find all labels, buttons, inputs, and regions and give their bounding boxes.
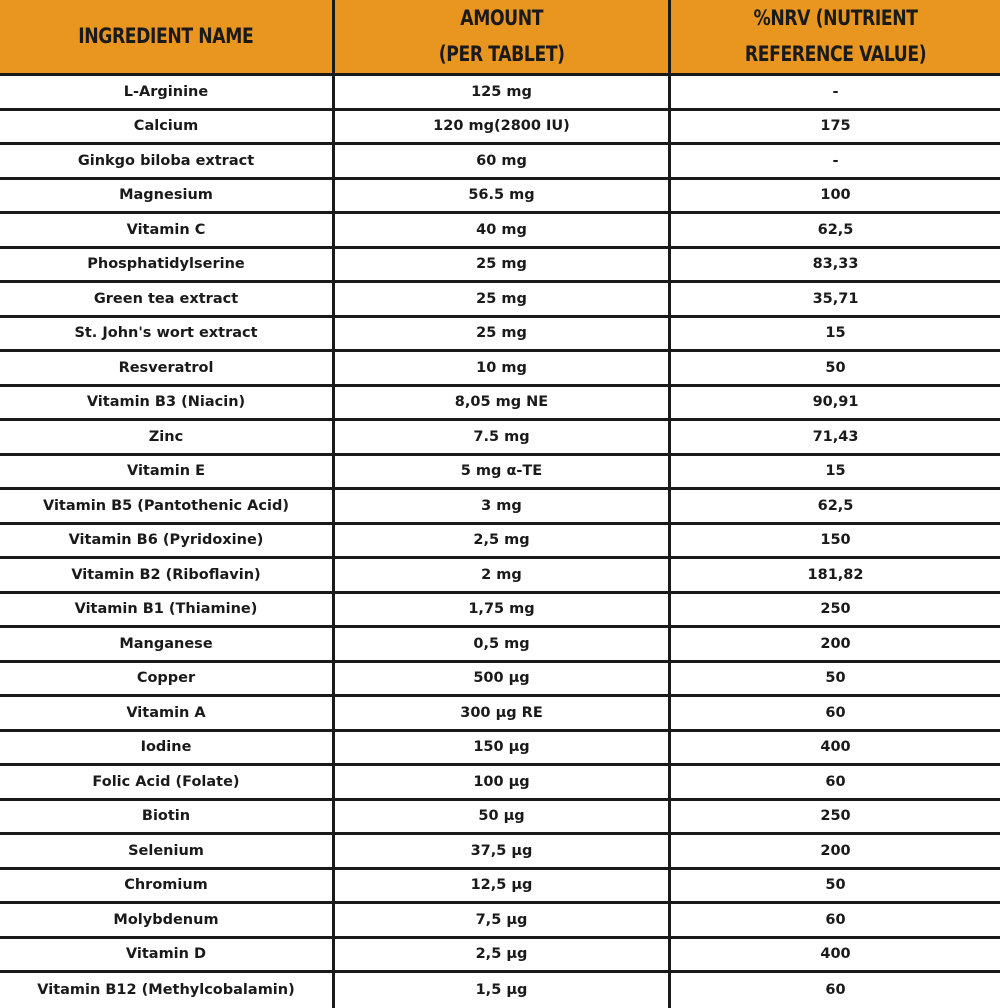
nrv-cell: 175	[820, 118, 851, 135]
nrv-cell: 400	[820, 946, 851, 963]
ingredient-name-cell: Ginkgo biloba extract	[0, 145, 335, 177]
header-ingredient-name: INGREDIENT NAME	[78, 23, 254, 48]
amount-cell: 7,5 µg	[335, 904, 671, 936]
amount-cell: 10 mg	[335, 352, 671, 384]
nrv-cell: 50	[825, 877, 846, 894]
amount-cell: 8,05 mg NE	[335, 387, 671, 419]
header-cell-nrv	[671, 0, 1000, 73]
amount-cell: 2 mg	[335, 559, 671, 591]
ingredient-name-cell: Vitamin B5 (Pantothenic Acid)	[0, 490, 335, 522]
ingredient-name-cell: Manganese	[0, 628, 335, 660]
table-row	[0, 318, 1000, 353]
ingredient-name-cell: Folic Acid (Folate)	[0, 766, 335, 798]
ingredient-name-cell: Copper	[0, 663, 335, 695]
table-row	[0, 732, 1000, 767]
table-row	[0, 456, 1000, 491]
table-row	[0, 973, 1000, 1008]
amount-cell: 25 mg	[335, 249, 671, 281]
ingredient-name-cell: Vitamin B3 (Niacin)	[0, 387, 335, 419]
ingredient-name-cell: Chromium	[0, 870, 335, 902]
nrv-cell: 15	[825, 325, 846, 342]
table-row	[0, 870, 1000, 905]
amount-cell: 25 mg	[335, 318, 671, 350]
table-row	[0, 939, 1000, 974]
amount-cell: 2,5 µg	[335, 939, 671, 971]
ingredient-name-cell: Molybdenum	[0, 904, 335, 936]
table-row	[0, 904, 1000, 939]
table-row	[0, 663, 1000, 698]
amount-cell: 12,5 µg	[335, 870, 671, 902]
ingredient-name-cell: Calcium	[0, 111, 335, 143]
nrv-cell: 200	[820, 842, 851, 859]
header-amount: AMOUNT (PER TABLET)	[438, 5, 565, 66]
amount-cell: 120 mg(2800 IU)	[335, 111, 671, 143]
ingredient-name-cell: Phosphatidylserine	[0, 249, 335, 281]
nrv-cell: 60	[825, 911, 846, 928]
amount-cell: 1,75 mg	[335, 594, 671, 626]
amount-cell: 2,5 mg	[335, 525, 671, 557]
table-row	[0, 697, 1000, 732]
ingredient-name-cell: St. John's wort extract	[0, 318, 335, 350]
amount-cell: 125 mg	[335, 76, 671, 108]
nrv-cell: 60	[825, 773, 846, 790]
nrv-cell: 200	[820, 635, 851, 652]
table-row	[0, 111, 1000, 146]
table-row	[0, 283, 1000, 318]
ingredient-name-cell: Iodine	[0, 732, 335, 764]
nrv-cell: 50	[825, 670, 846, 687]
nrv-cell: 60	[825, 704, 846, 721]
ingredient-name-cell: Vitamin D	[0, 939, 335, 971]
amount-cell: 0,5 mg	[335, 628, 671, 660]
nrv-cell: 181,82	[807, 566, 864, 583]
table-row	[0, 387, 1000, 422]
nrv-cell: 62,5	[817, 497, 854, 514]
table-row	[0, 835, 1000, 870]
nrv-cell: 35,71	[812, 290, 859, 307]
table-row	[0, 525, 1000, 560]
table-header	[0, 0, 1000, 76]
amount-cell: 3 mg	[335, 490, 671, 522]
table-row	[0, 421, 1000, 456]
nrv-cell: 150	[820, 532, 851, 549]
ingredient-name-cell: Vitamin B2 (Riboflavin)	[0, 559, 335, 591]
nrv-cell: 100	[820, 187, 851, 204]
amount-cell: 1,5 µg	[335, 973, 671, 1008]
amount-cell: 5 mg α-TE	[335, 456, 671, 488]
nrv-cell: 90,91	[812, 394, 859, 411]
amount-cell: 60 mg	[335, 145, 671, 177]
amount-cell: 500 µg	[335, 663, 671, 695]
table-row	[0, 249, 1000, 284]
ingredient-name-cell: L-Arginine	[0, 76, 335, 108]
nrv-cell: -	[832, 152, 839, 169]
ingredient-name-cell: Resveratrol	[0, 352, 335, 384]
amount-cell: 150 µg	[335, 732, 671, 764]
nrv-cell: 62,5	[817, 221, 854, 238]
table-row	[0, 801, 1000, 836]
amount-cell: 56.5 mg	[335, 180, 671, 212]
ingredient-name-cell: Vitamin B6 (Pyridoxine)	[0, 525, 335, 557]
nrv-cell: 83,33	[812, 256, 859, 273]
amount-cell: 40 mg	[335, 214, 671, 246]
ingredient-name-cell: Biotin	[0, 801, 335, 833]
ingredient-name-cell: Magnesium	[0, 180, 335, 212]
nrv-cell: -	[832, 83, 839, 100]
ingredient-name-cell: Vitamin E	[0, 456, 335, 488]
amount-cell: 37,5 µg	[335, 835, 671, 867]
header-nrv: %NRV (NUTRIENT REFERENCE VALUE)	[744, 5, 927, 66]
ingredient-name-cell: Vitamin B12 (Methylcobalamin)	[0, 973, 335, 1008]
nrv-cell: 400	[820, 739, 851, 756]
table-row	[0, 76, 1000, 111]
table-row	[0, 352, 1000, 387]
nrv-cell: 15	[825, 463, 846, 480]
header-cell-amount	[335, 0, 671, 73]
table-row	[0, 766, 1000, 801]
nrv-cell: 71,43	[812, 428, 859, 445]
table-row	[0, 559, 1000, 594]
amount-cell: 7.5 mg	[335, 421, 671, 453]
nrv-cell: 50	[825, 359, 846, 376]
table-row	[0, 145, 1000, 180]
table-row	[0, 594, 1000, 629]
amount-cell: 25 mg	[335, 283, 671, 315]
ingredient-name-cell: Vitamin A	[0, 697, 335, 729]
ingredient-name-cell: Selenium	[0, 835, 335, 867]
ingredient-name-cell: Zinc	[0, 421, 335, 453]
header-cell-name	[0, 0, 335, 73]
amount-cell: 300 µg RE	[335, 697, 671, 729]
amount-cell: 100 µg	[335, 766, 671, 798]
nrv-cell: 60	[825, 982, 846, 999]
nrv-cell: 250	[820, 601, 851, 618]
amount-cell: 50 µg	[335, 801, 671, 833]
table-row	[0, 180, 1000, 215]
table-row	[0, 628, 1000, 663]
table-row	[0, 490, 1000, 525]
nrv-cell: 250	[820, 808, 851, 825]
ingredient-name-cell: Vitamin B1 (Thiamine)	[0, 594, 335, 626]
table-row	[0, 214, 1000, 249]
ingredient-name-cell: Vitamin C	[0, 214, 335, 246]
ingredient-name-cell: Green tea extract	[0, 283, 335, 315]
table-body	[0, 76, 1000, 1008]
